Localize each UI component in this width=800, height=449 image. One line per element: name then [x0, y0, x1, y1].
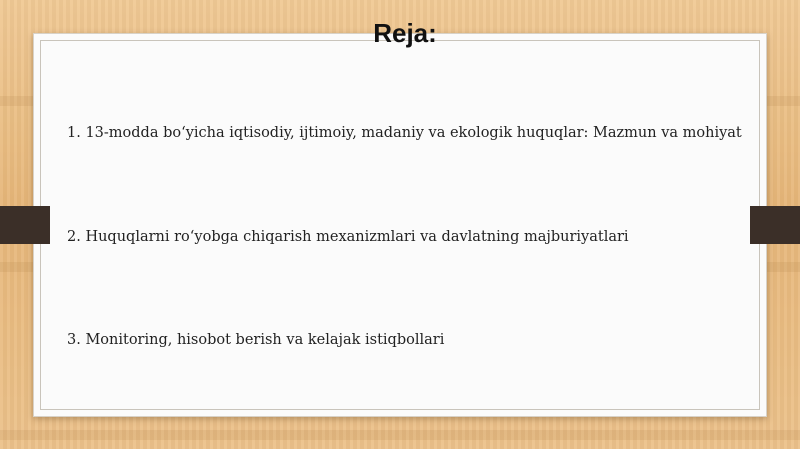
agenda-item-1: 1. 13-modda bo‘yicha iqtisodiy, ijtimoiy, madaniy va ekologik huquqlar: Mazmun va mohiyat [67, 125, 742, 141]
slide-title: Reja: [373, 18, 437, 48]
left-decorative-tab [0, 206, 50, 244]
wood-grain [0, 430, 800, 440]
agenda-item-3: 3. Monitoring, hisobot berish va kelajak istiqbollari [67, 332, 445, 348]
agenda-item-2: 2. Huquqlarni ro‘yobga chiqarish mexanizmlari va davlatning majburiyatlari [67, 229, 629, 245]
slide-card [33, 33, 767, 417]
right-decorative-tab [750, 206, 800, 244]
slide-card-border [40, 40, 760, 410]
